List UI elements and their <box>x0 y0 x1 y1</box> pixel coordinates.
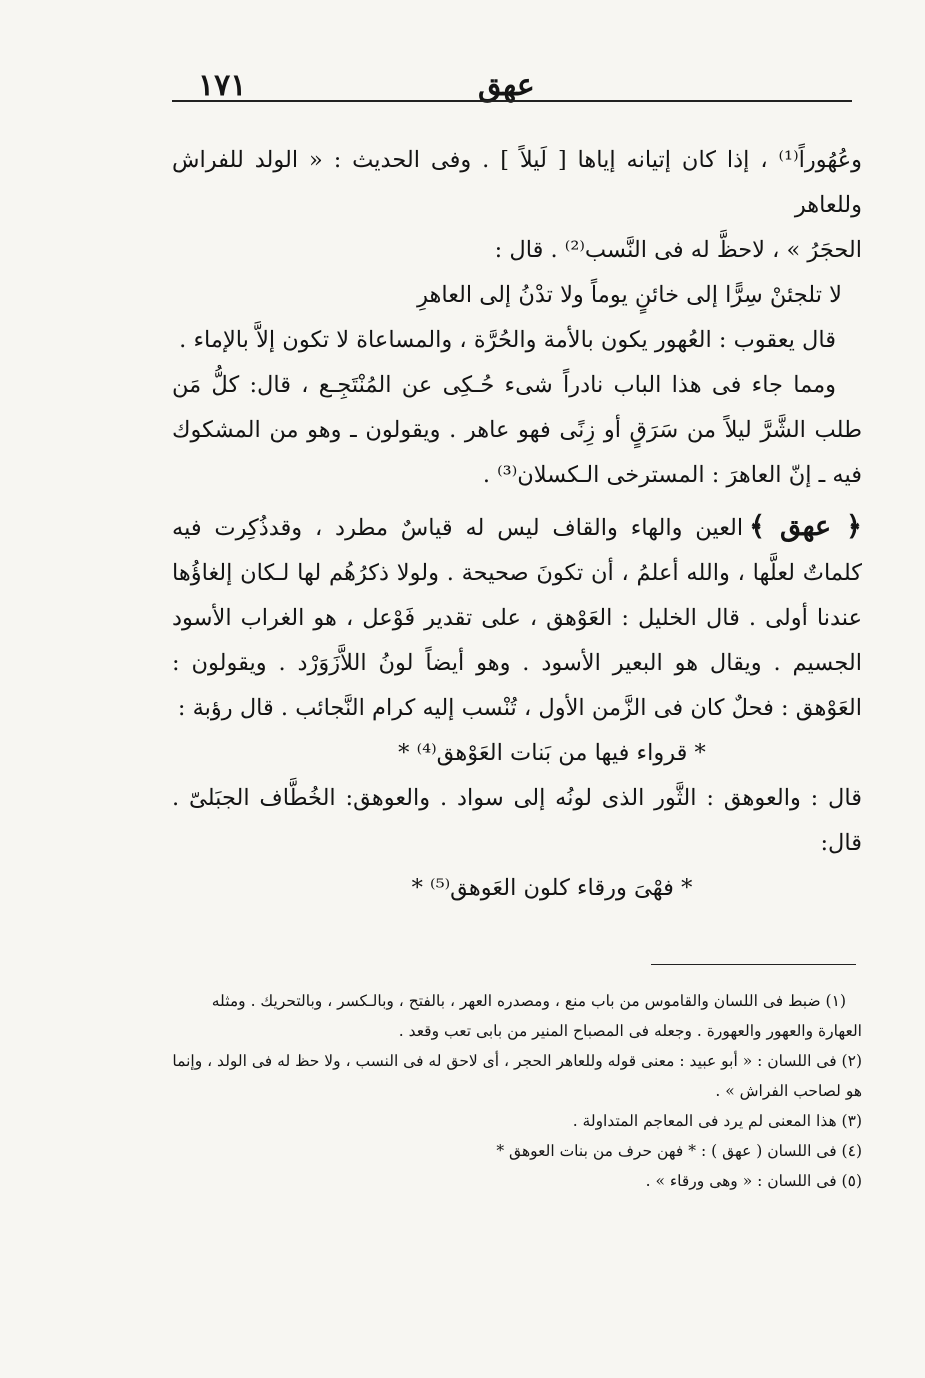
paragraph: قال يعقوب : العُهور يكون بالأمة والحُرَّة ، والمساعاة لا تكون إلاَّ بالإماء . <box>179 327 836 353</box>
footnote: (٥) فى اللسان : « وهى ورقاء » . <box>645 1172 862 1190</box>
text-line: الحجَرُ » ، لاحظَّ له فى النَّسب⁽²⁾ . قال : <box>494 237 862 263</box>
footnote: (٤) فى اللسان ( عهق ) : * فهن حرف من بنات العوهق * <box>496 1142 862 1160</box>
running-head: عهق <box>478 68 535 103</box>
page-number: ١٧١ <box>198 68 247 103</box>
text-line: وعُهُوراً⁽¹⁾ ، إذا كان إتيانه إياها [ لَيلاً ] . وفى الحديث : « الولد للفراش وللعاهر <box>172 147 862 218</box>
verse-line: * فهْىَ ورقاء كلون العَوهق⁽⁵⁾ * <box>411 875 693 901</box>
verse-line: لا تلجئنْ سِرًّا إلى خائنٍ يوماً ولا تدْنُ إلى العاهرِ <box>417 282 842 308</box>
paragraph: قال : والعوهق : الثَّور الذى لونُه إلى سواد . والعوهق: الخُطَّاف الجبَلىّ . قال: <box>172 785 862 856</box>
footnote-rule <box>651 964 856 965</box>
verse-line: * قرواء فيها من بَنات العَوْهق⁽⁴⁾ * <box>398 740 706 766</box>
paragraph: ومما جاء فى هذا الباب نادراً شىء حُـكِى عن المُنْتَجِـع ، قال: كلُّ مَن طلب الشَّرَّ ليلاً من سَرَقٍ أو زِنًى فهو عاهر . ويقولون ـ وهو من المشكوك فيه ـ إنّ العاهرَ : المسترخى الـكسلان⁽³⁾ . <box>172 372 862 488</box>
footnotes <box>172 986 862 1196</box>
header-rule <box>172 100 852 102</box>
footnote: (٢) فى اللسان : « أبو عبيد : معنى قوله وللعاهر الحجر ، أى لاحق له فى النسب ، ولا حظ له فى الولد ، وإنما هو لصاحب الفراش » . <box>172 1052 862 1100</box>
main-text <box>172 138 862 911</box>
entry-headword: ﴿ عهق ﴾ <box>749 511 863 542</box>
footnote: (٣) هذا المعنى لم يرد فى المعاجم المتداولة . <box>572 1112 862 1130</box>
entry-paragraph <box>172 504 862 731</box>
footnote: (١) ضبط فى اللسان والقاموس من باب منع ، ومصدره العهر ، بالفتح ، وبالـكسر ، وبالتحريك . ومثله العهارة والعهور والعهورة . وجعله فى المصباح المنير من بابى تعب وقعد . <box>211 992 862 1040</box>
entry-text: العين والهاء والقاف ليس له قياسٌ مطرد ، وقدذُكِرت فيه كلماتٌ لعلَّها ، والله أعلمُ ، أن تكونَ صحيحة . ولولا ذكرُهُم لها لـكان إلغاؤُها عندنا أولى . قال الخليل : العَوْهق ، على تقدير فَوْعل ، هو الغراب الأسود الجسيم . ويقال هو البعير الأسود . وهو أيضاً لونُ اللاَّزَوَرْد . ويقولون : العَوْهق : فحلٌ كان فى الزَّمن الأول ، تُنْسب إليه كرام النَّجائب . قال رؤبة : <box>172 515 862 721</box>
